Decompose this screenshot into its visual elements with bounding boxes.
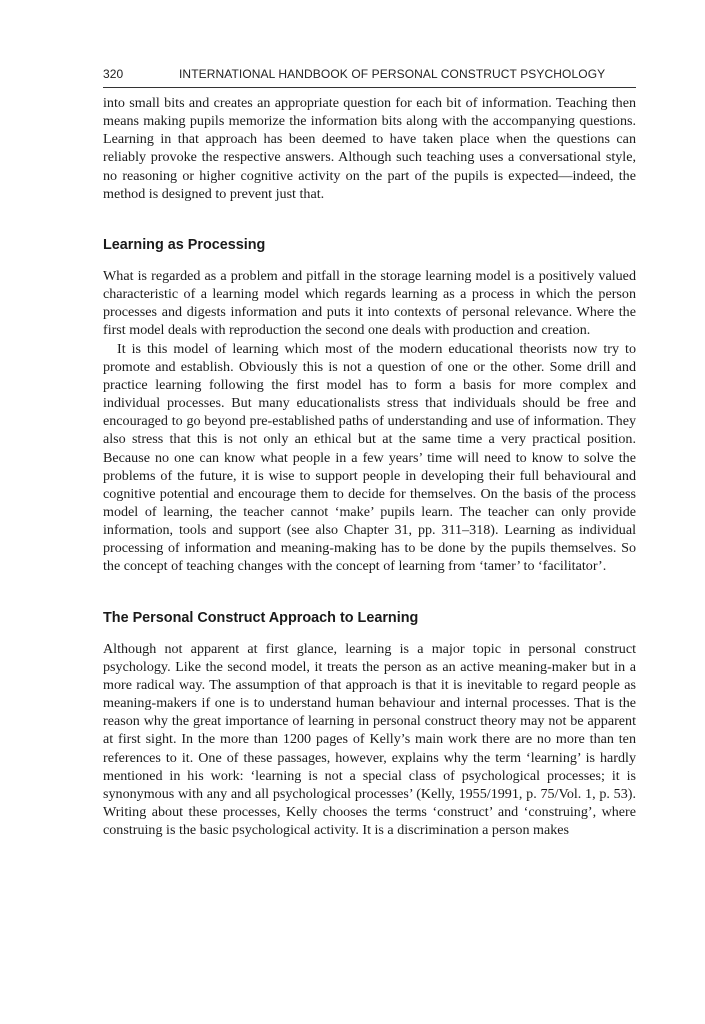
paragraph: Although not apparent at first glance, learning is a major topic in personal construct psychology. Like the second model, it treats the person as an active meaning-maker but in a more radical way. The assumption of that approach is that it is inevitable to regard people as meaning-makers if one is to understand human behaviour and internal processes. That is the reason why the great importance of learning in personal construct theory may not be apparent at first sight. In the more than 1200 pages of Kelly’s main work there are no more than ten references to it. One of these passages, however, explains why the term ‘learning’ is hardly mentioned in his work: ‘learning is not a special class of psychological processes; it is synonymous with any and all psychological processes’ (Kelly, 1955/1991, p. 75/Vol. 1, p. 53). Writing about these processes, Kelly chooses the terms ‘construct’ and ‘construing’, where construing is the basic psychological activity. It is a discrimination a person makes: [103, 640, 636, 839]
intro-paragraph: into small bits and creates an appropriate question for each bit of information. Teaching then means making pupils memorize the information bits along with the accompanying questions. Learning in that approach has been deemed to have taken place when the questions can reliably provoke the respective answers. Although such teaching uses a conversational style, no reasoning or higher cognitive activity on the part of the pupils is expected—indeed, the method is designed to prevent just that.: [103, 95, 636, 202]
page-body: [103, 94, 636, 839]
running-head: [103, 67, 636, 85]
book-title: INTERNATIONAL HANDBOOK OF PERSONAL CONSTRUCT PSYCHOLOGY: [179, 67, 606, 81]
paragraph: It is this model of learning which most of the modern educational theorists now try to promote and establish. Obviously this is not a question of one or the other. Some drill and practice learning following the first model has to form a basis for more complex and individual processes. But many educationalists stress that individuals should be free and encouraged to go beyond pre-established paths of understanding and use of information. They also stress that this is not only an ethical but at the same time a very practical position. Because no one can know what people in a few years’ time will need to know to solve the problems of the future, it is wise to support people in developing their full behavioural and cognitive potential and encourage them to decide for themselves. On the basis of the process model of learning, the teacher cannot ‘make’ pupils learn. The teacher can only provide information, tools and support (see also Chapter 31, pp. 311–318). Learning as individual processing of information and meaning-making has to be done by the pupils themselves. So the concept of teaching changes with the concept of learning from ‘tamer’ to ‘facilitator’.: [103, 340, 636, 575]
page-number: 320: [103, 67, 124, 81]
header-rule: [103, 87, 636, 88]
section-heading-personal-construct-approach: The Personal Construct Approach to Learning: [103, 609, 419, 626]
paragraph: What is regarded as a problem and pitfall in the storage learning model is a positively valued characteristic of a learning model which regards learning as a process in which the person processes and digests information and puts it into contexts of personal relevance. Where the first model deals with reproduction the second one deals with production and creation.: [103, 267, 636, 339]
section-heading-learning-as-processing: Learning as Processing: [103, 236, 266, 253]
